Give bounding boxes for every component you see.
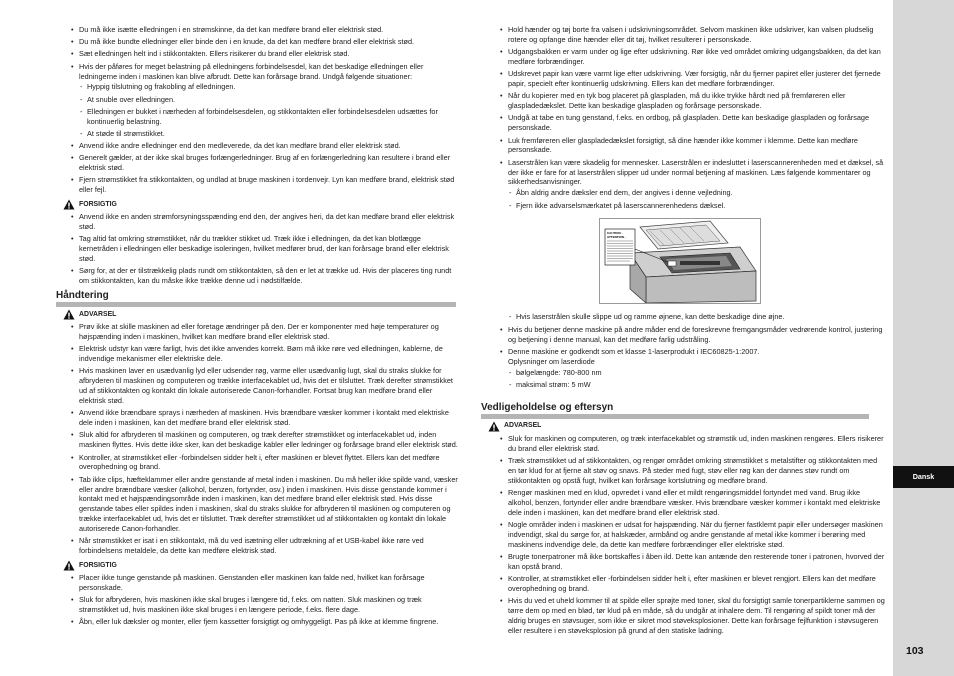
sub-list — [508, 312, 885, 322]
list-item: • Hvis du ved et uheld kommer til at spilde eller sprøjte med toner, skal du forsigtigt samle tonerpartiklerne sammen og tørre dem op med en blød, tør klud på en måde, så du undgår at inhalere dem. Til rengøring af spildt toner må der aldrig bruges en støvsuger, som ikke er sikret mod støveksplosioner. Dette kan forårsage fejlfunktion i støvsugeren eller resultere i en støveksplosion på grund af den statiske ladning. — [500, 596, 885, 636]
warning-heading — [488, 421, 885, 432]
language-tab[interactable]: Dansk — [893, 466, 954, 488]
warning-triangle-icon — [63, 309, 75, 320]
list-item: • Anvend ikke en anden strømforsyningsspænding end den, der angives heri, da det kan medføre brand eller elektrisk stød. — [71, 212, 461, 232]
list-item: • Sæt elledningen helt ind i stikkontakten. Ellers risikerer du brand eller elektrisk stød. — [71, 49, 461, 59]
list-item: • Kontroller, at strømstikket eller -forbindelsen sidder helt i, efter maskinen er blevet rengjort. Ellers kan det medføre overophedning og brand. — [500, 574, 885, 594]
sub-list — [508, 188, 885, 210]
sub-list — [79, 82, 461, 138]
label-attention-text: ATTENTION - — [607, 235, 626, 240]
sub-list-item: - Elledningen er bukket i nærheden af forbindelsesdelen, og stikkontakten eller forbindelsesdelen udsættes for kontinuerlig belastning. — [79, 107, 461, 127]
list-item: • Prøv ikke at skille maskinen ad eller foretage ændringer på den. Der er komponenter med høje temperaturer og højspænding inden i maskinen, hvilket kan medføre brand eller elektrisk stød. — [71, 322, 461, 342]
safety-list — [500, 25, 885, 390]
list-item — [500, 347, 885, 390]
list-item: • Undgå at tabe en tung genstand, f.eks. en ordbog, på glaspladen. Dette kan beskadige glaspladen og forårsage personskade. — [500, 113, 885, 133]
list-item: • Udskrevet papir kan være varmt lige efter udskrivning. Vær forsigtig, når du fjerner papiret eller justerer det fjernede papir, specielt efter kontinuerlig udskrivning. Ellers kan det medføre forbrændinger. — [500, 69, 885, 89]
list-item: • Elektrisk udstyr kan være farligt, hvis det ikke anvendes korrekt. Børn må ikke røre ved elledningen, kablerne, de indvendige mekanismer eller elektriske dele. — [71, 344, 461, 364]
sub-list-item: - Hyppig tilslutning og frakobling af elledningen. — [79, 82, 461, 92]
list-item: • Sørg for, at der er tilstrækkelig plads rundt om stikkontakten, så den er let at trække ud. Hvis der placeres ting rundt om stikkontakten, kan du måske ikke trække denne ud i nødstilfælde. — [71, 266, 461, 286]
list-item: • Generelt gælder, at der ikke skal bruges forlængerledninger. Brug af en forlængerledning kan resultere i brand eller elektrisk stød. — [71, 153, 461, 173]
list-item: • Træk strømstikket ud af stikkontakten, og rengør området omkring strømstikket s metalstifter og stikkontakten med en tør klud for at fjerne alt støv og snavs. På steder med fugt, støv eller røg kan der dannes støv rundt om stikkontakten og opstå fugt, hvilket kan forårsage kortslutning og medføre brand. — [500, 456, 885, 486]
caution-label: FORSIGTIG — [79, 561, 117, 569]
list-item-text: Laserstrålen kan være skadelig for mennesker. Laserstrålen er indesluttet i laserscannerenheden med et dæksel, så der ikke er fare for at laserstrålen slipper ud under normal betjening af maskinen. Læs følgende kommentarer og sikkerhedsanvisninger. — [508, 157, 884, 187]
list-item: • Åbn, eller luk dæksler og monter, eller fjern kassetter forsigtigt og omhyggeligt. Pas på ikke at klemme fingrene. — [71, 617, 461, 627]
sub-list — [508, 368, 885, 390]
caution-label: FORSIGTIG — [79, 200, 117, 208]
warning-label: ADVARSEL — [504, 422, 542, 430]
warning-heading — [63, 309, 461, 320]
power-cord-list — [71, 25, 461, 195]
list-item: • Tab ikke clips, hæfteklammer eller andre genstande af metal inden i maskinen. Du må heller ikke spilde vand, væsker eller andre brændbare væsker (alkohol, benzen, fortynder, osv.) inden i maskinen. Hvis disse genstande kommer i kontakt med et højspændingsområde inden i maskinen, kan det medføre brand eller elektrisk stød. Hvis disse genstande tabes eller spildes inden i maskinen, skal du straks slukke for afbryderen til maskinen og computeren og trække interfacekablet ud, hvis det er tilsluttet. Træk derefter strømstikket ud af stikkontakten og kontakt din lokale autoriserede Canon-forhandler. — [71, 475, 461, 534]
label-caution-text: CAUTION - — [607, 231, 623, 236]
list-item-text: Hvis der påføres for meget belastning på elledningens forbindelsesdel, kan det beskadige elledningen eller ledningerne inden i maskinen kan blive afbrudt. Dette kan forårsage brand. Undgå følgende situationer: — [79, 61, 424, 81]
list-item: • Nogle områder inden i maskinen er udsat for højspænding. När du fjerner fastklemt papir eller undersøger maskinen indvendigt, skal du sørge for, at halskæder, armbånd og andre genstande af metal ikke kommer i berøring med maskinens indvendige dele, da dette kan medføre forbrændinger eller elektriske stød. — [500, 520, 885, 550]
list-item: • Luk fremføreren eller glaspladedækslet forsigtigt, så dine hænder ikke kommer i klemme. Dette kan medføre personskade. — [500, 136, 885, 156]
sub-list-item: - Fjern ikke advarselsmærkatet på laserscannerenhedens dæksel. — [508, 201, 885, 211]
list-item: • Sluk for maskinen og computeren, og træk interfacekablet og strømstik ud, inden maskinen rengøres. Ellers risikerer du brand eller elektrisk stød. — [500, 434, 885, 454]
list-item: • Udgangsbakken er varm under og lige efter udskrivning. Rør ikke ved området omkring udgangsbakken, da det kan medføre forbrændinger. — [500, 47, 885, 67]
printer-laser-label-illustration — [600, 219, 760, 303]
caution-list — [71, 212, 461, 286]
list-item: • Anvend ikke brændbare sprays i nærheden af maskinen. Hvis brændbare væsker kommer i kontakt med elektriske dele inden i maskinen, kan det medføre brand eller elektrisk stød. — [71, 408, 461, 428]
list-item: • Sluk for afbryderen, hvis maskinen ikke skal bruges i længere tid, f.eks. om natten. Sluk maskinen og træk strømstikket ud, hvis maskinen ikke skal bruges i en længere periode, f.eks. flere dage. — [71, 595, 461, 615]
sub-list-item: - At støde til strømstikket. — [79, 129, 461, 139]
caution-heading — [63, 560, 461, 571]
warning-list — [500, 434, 885, 636]
list-item: • Anvend ikke andre elledninger end den medleverede, da det kan medføre brand eller elektrisk stød. — [71, 141, 461, 151]
caution-heading — [63, 199, 461, 210]
list-item: • Tag altid fat omkring strømstikket, når du trækker stikket ud. Træk ikke i elledningen, da det kan blotlægge kernetråden i elledningen eller beskadige isoleringen, hvilket medfører brud, der kan forårsage brand eller elektrisk stød. — [71, 234, 461, 264]
warning-triangle-icon — [63, 199, 75, 210]
left-column — [56, 25, 461, 630]
right-column — [481, 25, 885, 638]
laser-label-illustration — [599, 218, 761, 304]
warning-triangle-icon — [63, 560, 75, 571]
list-item: • Kontroller, at strømstikket eller -forbindelsen sidder helt i, efter maskinen er blevet flyttet. Ellers kan det medføre overophedning og brand. — [71, 453, 461, 473]
list-item: • Hvis du betjener denne maskine på andre måder end de foreskrevne fremgangsmåder vedrørende kontrol, justering og betjening i denne manual, kan det medføre farlig udstråling. — [500, 325, 885, 345]
section-title-maintenance: Vedligeholdelse og eftersyn — [481, 402, 869, 416]
sub-list-item: - bølgelængde: 780-800 nm — [508, 368, 885, 378]
laser-spec-intro: Oplysninger om laserdiode — [508, 356, 595, 366]
caution-list — [71, 573, 461, 627]
list-item: • Sluk altid for afbryderen til maskinen og computeren, og træk derefter strømstikket og interfacekablet ud, inden maskinen flyttes. Hvis dette ikke sker, kan det beskadige kabler eller ledninger og forårsage brand eller elektrisk stød. — [71, 430, 461, 450]
list-item: • Brugte tonerpatroner må ikke bortskaffes i åben ild. Dette kan antænde den resterende toner i patronen, hvorved der kan opstå brand. — [500, 552, 885, 572]
list-item: • Du må ikke isætte elledningen i en strømskinne, da det kan medføre brand eller elektrisk stød. — [71, 25, 461, 35]
list-item: • Når du kopierer med en tyk bog placeret på glaspladen, må du ikke trykke hårdt ned på fremføreren eller glaspladedækslet. Dette kan beskadige glaspladen og forårsage personskade. — [500, 91, 885, 111]
warning-triangle-icon — [488, 421, 500, 432]
sub-list-item: - maksimal strøm: 5 mW — [508, 380, 885, 390]
list-item: • Hvis maskinen laver en usædvanlig lyd eller udsender røg, varme eller usædvanlig lugt, skal du straks slukke for afbryderen til maskinen og computeren og trække interfacekablet ud, hvis det er tilsluttet. Træk derefter strømstikket ud af stikkontakten og kontakt din lokale autoriserede Canon-forhandler. Fortsat brug kan medføre brand eller elektrisk stød. — [71, 366, 461, 406]
sub-list-item: - At snuble over elledningen. — [79, 95, 461, 105]
side-tab-strip — [893, 0, 954, 676]
section-title-handling: Håndtering — [56, 290, 456, 304]
list-item: • Fjern strømstikket fra stikkontakten, og undlad at bruge maskinen i tordenvejr. Lyn kan medføre brand, elektrisk stød eller fejl. — [71, 175, 461, 195]
list-item: • Rengør maskinen med en klud, opvredet i vand eller et mildt rengøringsmiddel fortyndet med vand. Brug ikke alkohol, benzen, fortynder eller andre brændbare væsker. Hvis brændbare væsker kommer i kontakt med elektriske dele inden i maskinen, kan det medføre brand eller elektrisk stød. — [500, 488, 885, 518]
list-item: • Hold hænder og tøj borte fra valsen i udskrivningsområdet. Selvom maskinen ikke udskriver, kan valsen pludselig rotere og opfange dine hænder eller dit tøj, hvilket resulterer i personskade. — [500, 25, 885, 45]
list-item-text: Denne maskine er godkendt som et klasse 1-laserprodukt i IEC60825-1:2007. — [508, 346, 760, 356]
list-item: • Du må ikke bundte elledninger eller binde den i en knude, da det kan medføre brand eller elektrisk stød. — [71, 37, 461, 47]
list-item: • Placer ikke tunge genstande på maskinen. Genstanden eller maskinen kan falde ned, hvilket kan forårsage personskade. — [71, 573, 461, 593]
page-number: 103 — [906, 645, 924, 657]
warning-label: ADVARSEL — [79, 310, 117, 318]
sub-list-item: - Hvis laserstrålen skulle slippe ud og ramme øjnene, kan dette beskadige dine øjne. — [508, 312, 885, 322]
warning-list — [71, 322, 461, 556]
list-item: • Når strømstikket er isat i en stikkontakt, må du ved isætning eller udtrækning af et USB-kabel ikke røre ved forbindelsens metaldele, da dette kan medføre elektrisk stød. — [71, 536, 461, 556]
list-item — [500, 158, 885, 323]
sub-list-item: - Åbn aldrig andre dæksler end dem, der angives i denne vejledning. — [508, 188, 885, 198]
list-item — [71, 62, 461, 139]
